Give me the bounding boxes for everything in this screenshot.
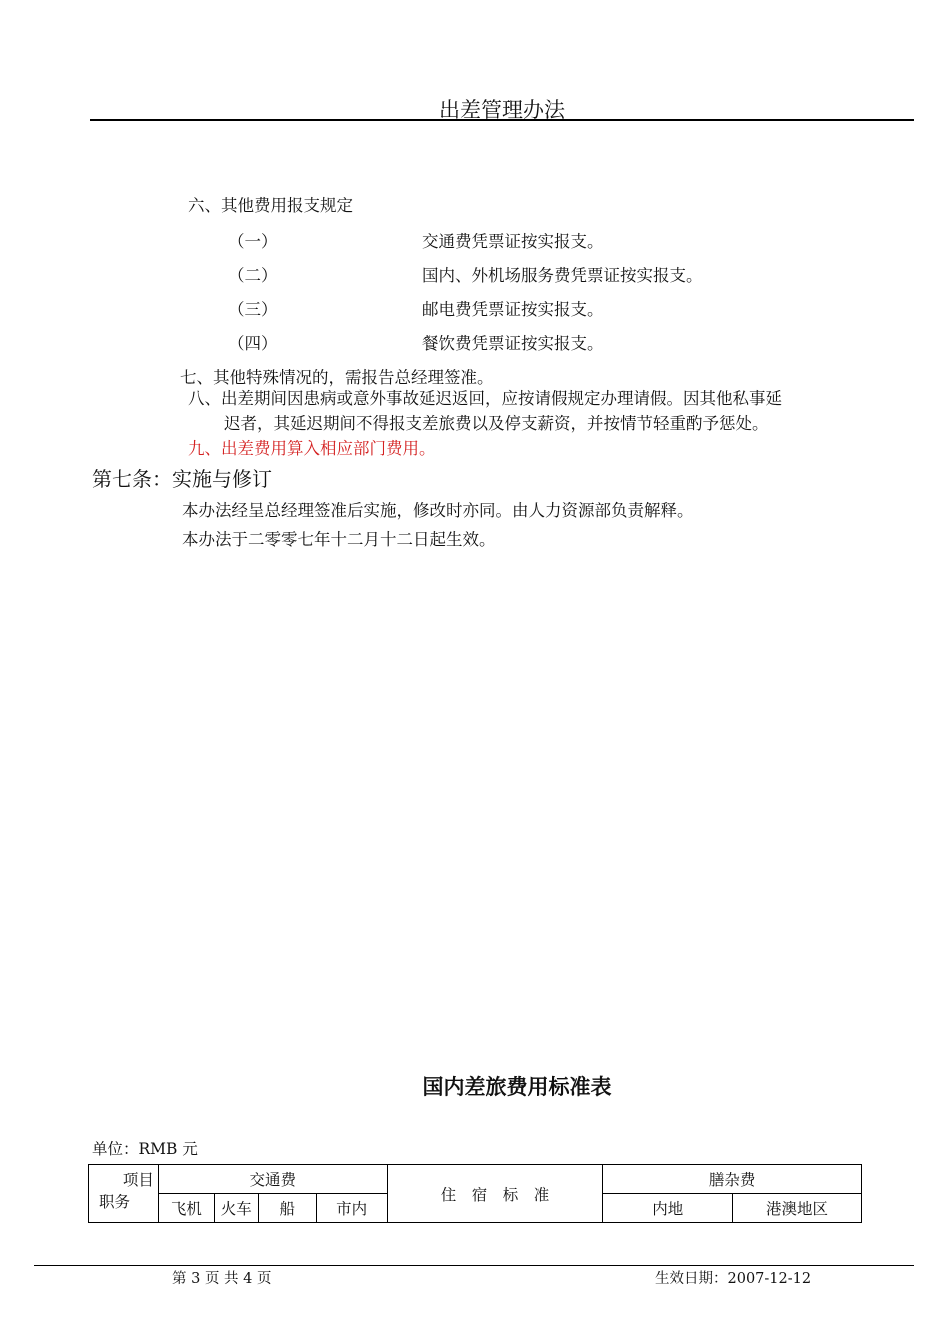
article-7-title: 第七条：实施与修订	[92, 467, 272, 491]
item-text: 餐饮费凭票证按实报支。	[422, 334, 604, 353]
item-number: （三）	[228, 300, 278, 319]
effective-date: 生效日期：2007-12-12	[655, 1271, 812, 1287]
section-8-line-2: 迟者，其延迟期间不得报支差旅费以及停支薪资，并按情节轻重酌予惩处。	[224, 414, 769, 433]
column-header-mainland: 内地	[603, 1194, 733, 1223]
column-header-ship: 船	[258, 1194, 316, 1223]
column-header-train: 火车	[214, 1194, 258, 1223]
section-9: 九、出差费用算入相应部门费用。	[188, 439, 436, 458]
page-number: 第 3 页 共 4 页	[172, 1271, 272, 1287]
footer-divider	[34, 1265, 914, 1266]
item-number: （一）	[228, 232, 278, 251]
header-title: 出差管理办法	[439, 98, 565, 122]
column-header-transport: 交通费	[158, 1165, 387, 1194]
header-divider	[90, 119, 914, 121]
section-7: 七、其他特殊情况的，需报告总经理签准。	[180, 368, 494, 387]
item-number: （四）	[228, 334, 278, 353]
article-7-paragraph-1: 本办法经呈总经理签准后实施，修改时亦同。由人力资源部负责解释。	[182, 501, 694, 520]
item-text: 邮电费凭票证按实报支。	[422, 300, 604, 319]
section-6-heading: 六、其他费用报支规定	[188, 196, 353, 215]
table-title: 国内差旅费用标准表	[422, 1075, 612, 1099]
section-8-line-1: 八、出差期间因患病或意外事故延迟返回，应按请假规定办理请假。因其他私事延	[188, 389, 782, 408]
table-corner-cell	[89, 1165, 159, 1223]
item-text: 国内、外机场服务费凭票证按实报支。	[422, 266, 703, 285]
column-header-plane: 飞机	[158, 1194, 214, 1223]
item-number: （二）	[228, 266, 278, 285]
corner-label-position: 职务	[99, 1193, 131, 1211]
table-unit: 单位：RMB 元	[92, 1140, 198, 1158]
column-header-local: 市内	[316, 1194, 387, 1223]
article-7-paragraph-2: 本办法于二零零七年十二月十二日起生效。	[182, 530, 496, 549]
item-text: 交通费凭票证按实报支。	[422, 232, 604, 251]
corner-label-item: 项目	[122, 1171, 154, 1189]
column-header-lodging: 住 宿 标 准	[387, 1165, 603, 1223]
column-header-hk-macau: 港澳地区	[733, 1194, 862, 1223]
expense-standard-table	[88, 1164, 862, 1223]
column-header-meals: 膳杂费	[603, 1165, 862, 1194]
